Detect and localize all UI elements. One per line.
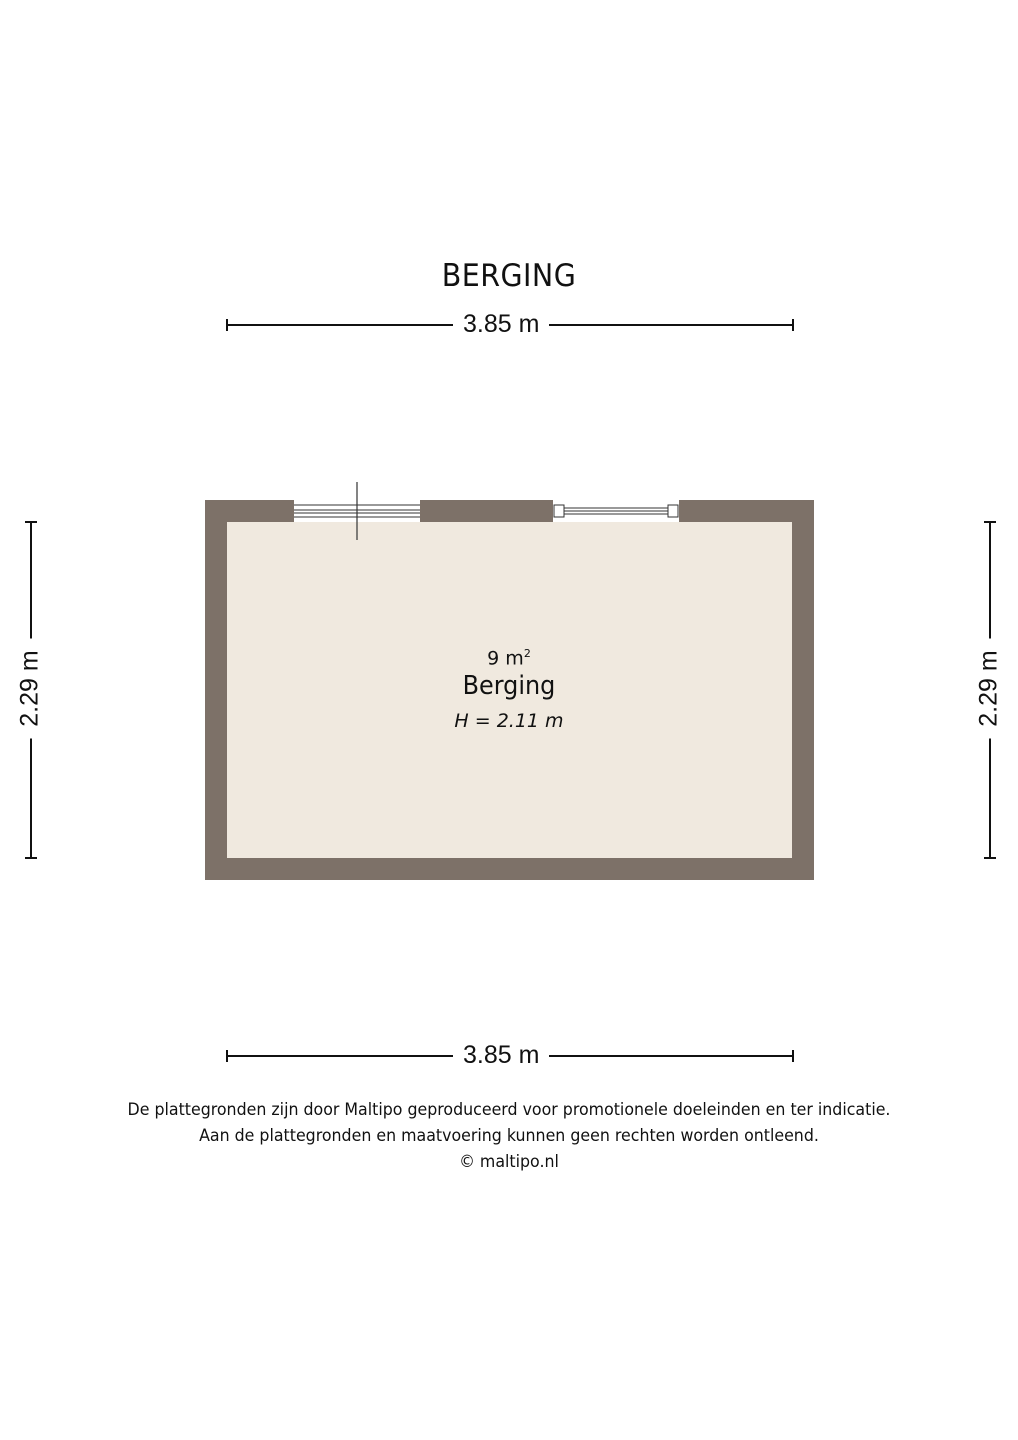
window-right xyxy=(553,500,679,522)
bottom-width-label: 3.85 m xyxy=(453,1035,549,1075)
room-area xyxy=(0,647,1018,669)
disclaimer-line-2: Aan de plattegronden en maatvoering kunnen geen rechten worden ontleend. xyxy=(199,1126,819,1146)
room-height: H = 2.11 m xyxy=(454,710,564,732)
disclaimer xyxy=(0,1097,1018,1175)
room-area-value: 9 m xyxy=(487,647,524,670)
right-height-label: 2.29 m xyxy=(975,639,1004,739)
top-width-label: 3.85 m xyxy=(453,304,549,344)
left-height-label: 2.29 m xyxy=(16,639,45,739)
plan-title: BERGING xyxy=(441,258,577,294)
room-area-unit-sup: 2 xyxy=(523,647,531,660)
room-name: Berging xyxy=(462,671,556,701)
disclaimer-line-3: © maltipo.nl xyxy=(459,1152,559,1172)
disclaimer-line-1: De plattegronden zijn door Maltipo geproduceerd voor promotionele doeleinden en ter indicatie. xyxy=(127,1100,891,1120)
